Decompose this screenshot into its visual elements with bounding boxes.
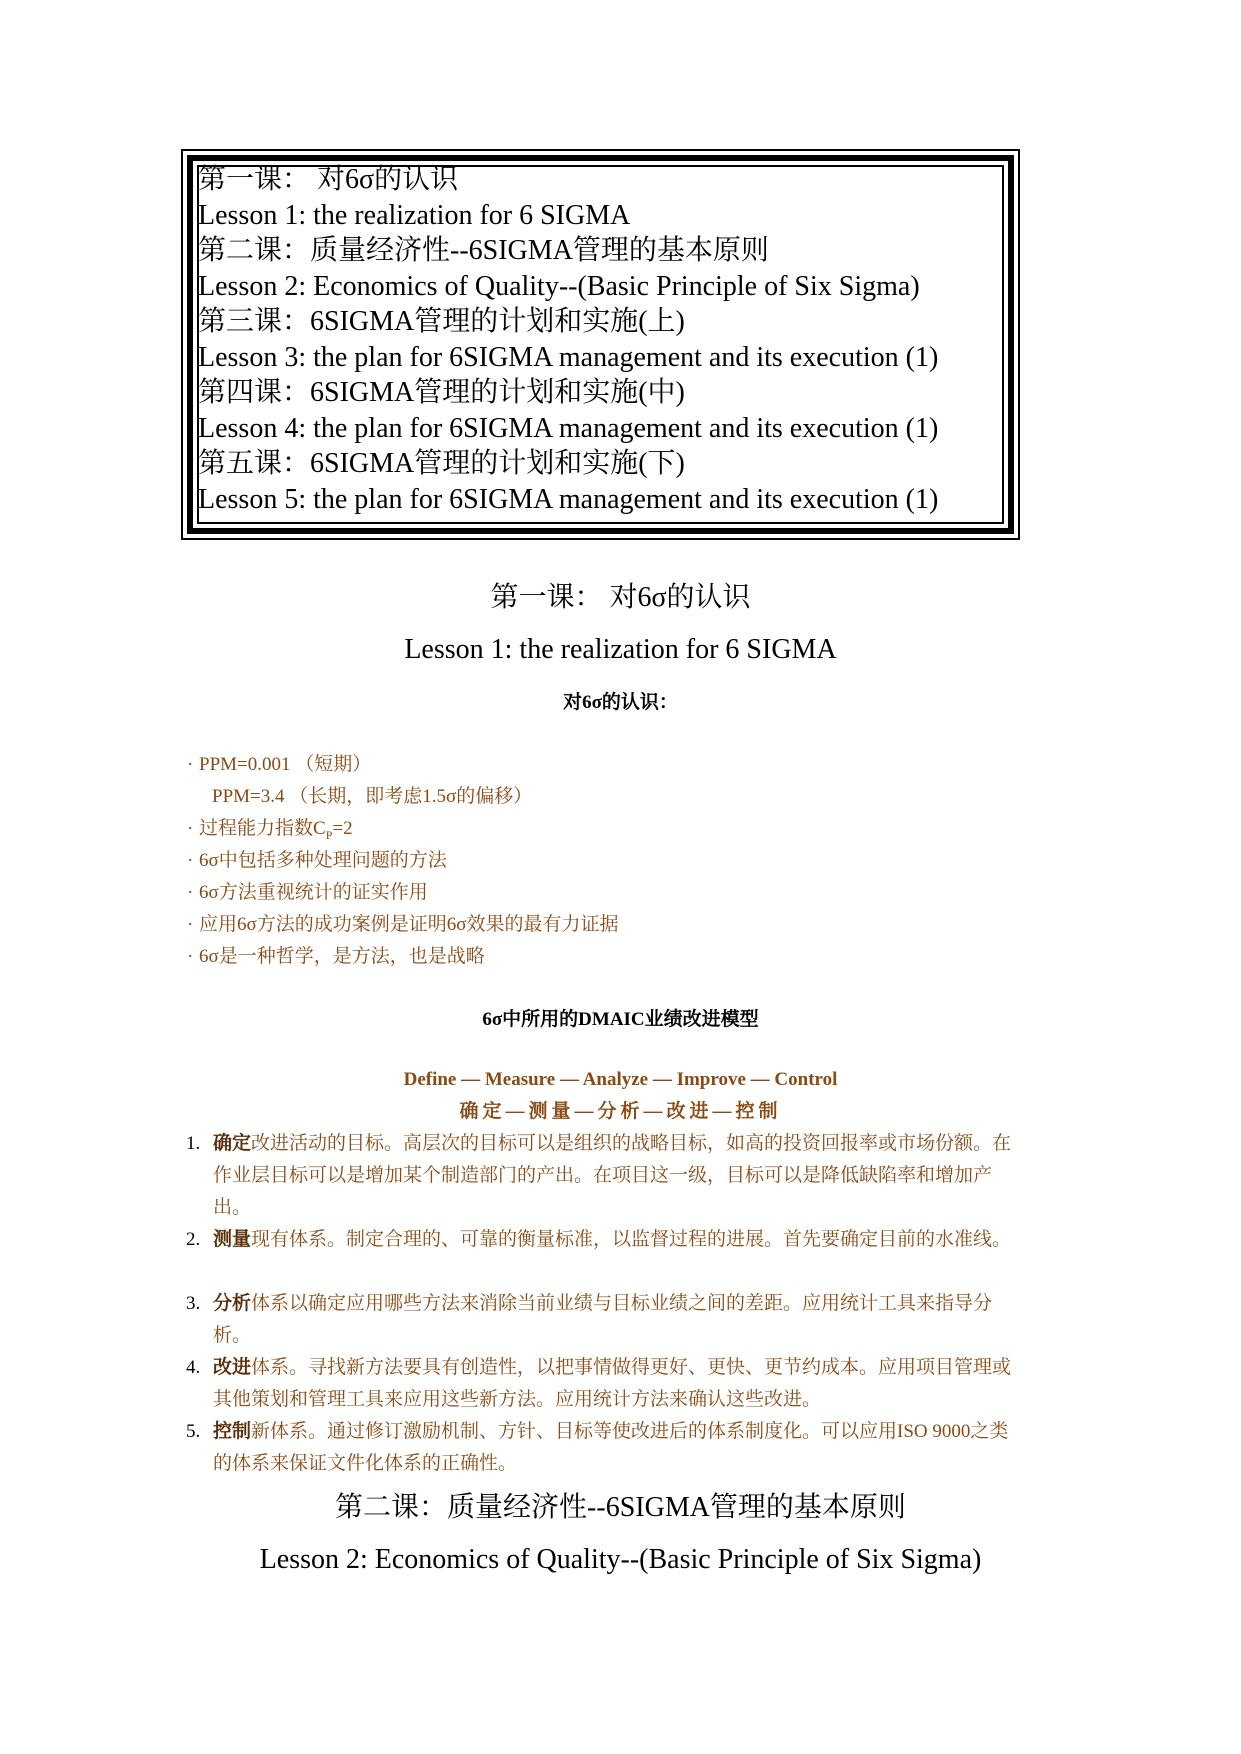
toc-line-lesson4-cn: 第四课：6SIGMA管理的计划和实施(中) — [198, 377, 685, 408]
lesson1-subtitle: 对6σ的认识： — [563, 692, 678, 713]
step-number: 2. — [186, 1229, 201, 1250]
dmaic-step-control — [186, 1416, 1018, 1480]
dmaic-english-steps: Define — Measure — Analyze — Improve — Control — [403, 1069, 838, 1090]
toc-line-lesson5-cn: 第五课：6SIGMA管理的计划和实施(下) — [198, 448, 685, 479]
step-number: 4. — [186, 1357, 201, 1378]
bullet-dot: · — [187, 914, 194, 935]
dmaic-step-analyze — [186, 1288, 1018, 1352]
toc-line-lesson1-cn: 第一课： 对6σ的认识 — [198, 164, 459, 195]
bullet-cp — [187, 817, 353, 847]
step-keyword: 测量 — [213, 1229, 252, 1250]
step-text: 体系。寻找新方法要具有创造性，以把事情做得更好、更快、更节约成本。应用项目管理或其他策划和管理工具来应用这些新方法。应用统计方法来确认这些改进。 — [213, 1357, 1012, 1410]
toc-line-lesson1-en: Lesson 1: the realization for 6 SIGMA — [198, 200, 631, 231]
step-text: 体系以确定应用哪些方法来消除当前业绩与目标业绩之间的差距。应用统计工具来指导分析。 — [213, 1293, 993, 1346]
bullet-methods — [187, 849, 447, 873]
lesson2-title-en: Lesson 2: Economics of Quality--(Basic Principle of Six Sigma) — [259, 1544, 982, 1575]
lesson1-title-en: Lesson 1: the realization for 6 SIGMA — [404, 634, 837, 665]
step-keyword: 控制 — [213, 1421, 252, 1442]
bullet-text-tail: =2 — [332, 818, 353, 839]
bullet-text: 应用6σ方法的成功案例是证明6σ效果的最有力证据 — [199, 914, 619, 935]
bullet-text: 过程能力指数C — [199, 818, 326, 839]
bullet-text: 6σ方法重视统计的证实作用 — [199, 882, 428, 903]
toc-line-lesson3-en: Lesson 3: the plan for 6SIGMA management and its execution (1) — [198, 342, 939, 373]
step-number: 3. — [186, 1293, 201, 1314]
toc-line-lesson2-en: Lesson 2: Economics of Quality--(Basic Principle of Six Sigma) — [198, 271, 920, 302]
bullet-text: PPM=0.001 （短期） — [199, 754, 372, 775]
step-keyword: 改进 — [213, 1357, 252, 1378]
lesson1-title-cn: 第一课： 对6σ的认识 — [490, 582, 751, 613]
bullet-ppm-short — [187, 753, 371, 777]
bullet-dot: · — [187, 754, 194, 775]
lesson2-title-cn: 第二课：质量经济性--6SIGMA管理的基本原则 — [335, 1492, 906, 1523]
toc-line-lesson3-cn: 第三课：6SIGMA管理的计划和实施(上) — [198, 306, 685, 337]
bullet-text: 6σ中包括多种处理问题的方法 — [199, 850, 447, 871]
dmaic-chinese-steps: 确定—测量—分析—改进—控制 — [459, 1101, 782, 1122]
step-keyword: 分析 — [213, 1293, 252, 1314]
bullet-statistics — [187, 881, 428, 905]
dmaic-step-improve — [186, 1352, 1018, 1416]
bullet-dot: · — [187, 946, 194, 967]
step-number: 1. — [186, 1133, 201, 1154]
cp-subscript: P — [325, 827, 333, 842]
bullet-text: 6σ是一种哲学，是方法，也是战略 — [199, 946, 485, 967]
bullet-ppm-long — [212, 785, 532, 809]
dmaic-step-measure — [186, 1224, 1018, 1256]
step-keyword: 确定 — [213, 1133, 252, 1154]
step-text: 新体系。通过修订激励机制、方针、目标等使改进后的体系制度化。可以应用ISO 9000之类的体系来保证文件化体系的正确性。 — [213, 1421, 1009, 1474]
bullet-dot: · — [187, 882, 194, 903]
step-text: 现有体系。制定合理的、可靠的衡量标准，以监督过程的进展。首先要确定目前的水准线。 — [251, 1229, 1012, 1250]
bullet-philosophy — [187, 945, 485, 969]
dmaic-title: 6σ中所用的DMAIC业绩改进模型 — [482, 1009, 759, 1030]
step-number: 5. — [186, 1421, 201, 1442]
toc-line-lesson5-en: Lesson 5: the plan for 6SIGMA management and its execution (1) — [198, 484, 939, 515]
toc-line-lesson2-cn: 第二课：质量经济性--6SIGMA管理的基本原则 — [198, 235, 769, 266]
step-text: 改进活动的目标。高层次的目标可以是组织的战略目标，如高的投资回报率或市场份额。在作业层目标可以是增加某个制造部门的产出。在项目这一级，目标可以是降低缺陷率和增加产出。 — [213, 1133, 1012, 1218]
bullet-text: PPM=3.4 （长期，即考虑1.5σ的偏移） — [212, 786, 533, 807]
dmaic-step-define — [186, 1128, 1018, 1224]
bullet-dot: · — [187, 818, 194, 839]
bullet-cases — [187, 913, 619, 937]
bullet-dot: · — [187, 850, 194, 871]
toc-line-lesson4-en: Lesson 4: the plan for 6SIGMA management and its execution (1) — [198, 413, 939, 444]
